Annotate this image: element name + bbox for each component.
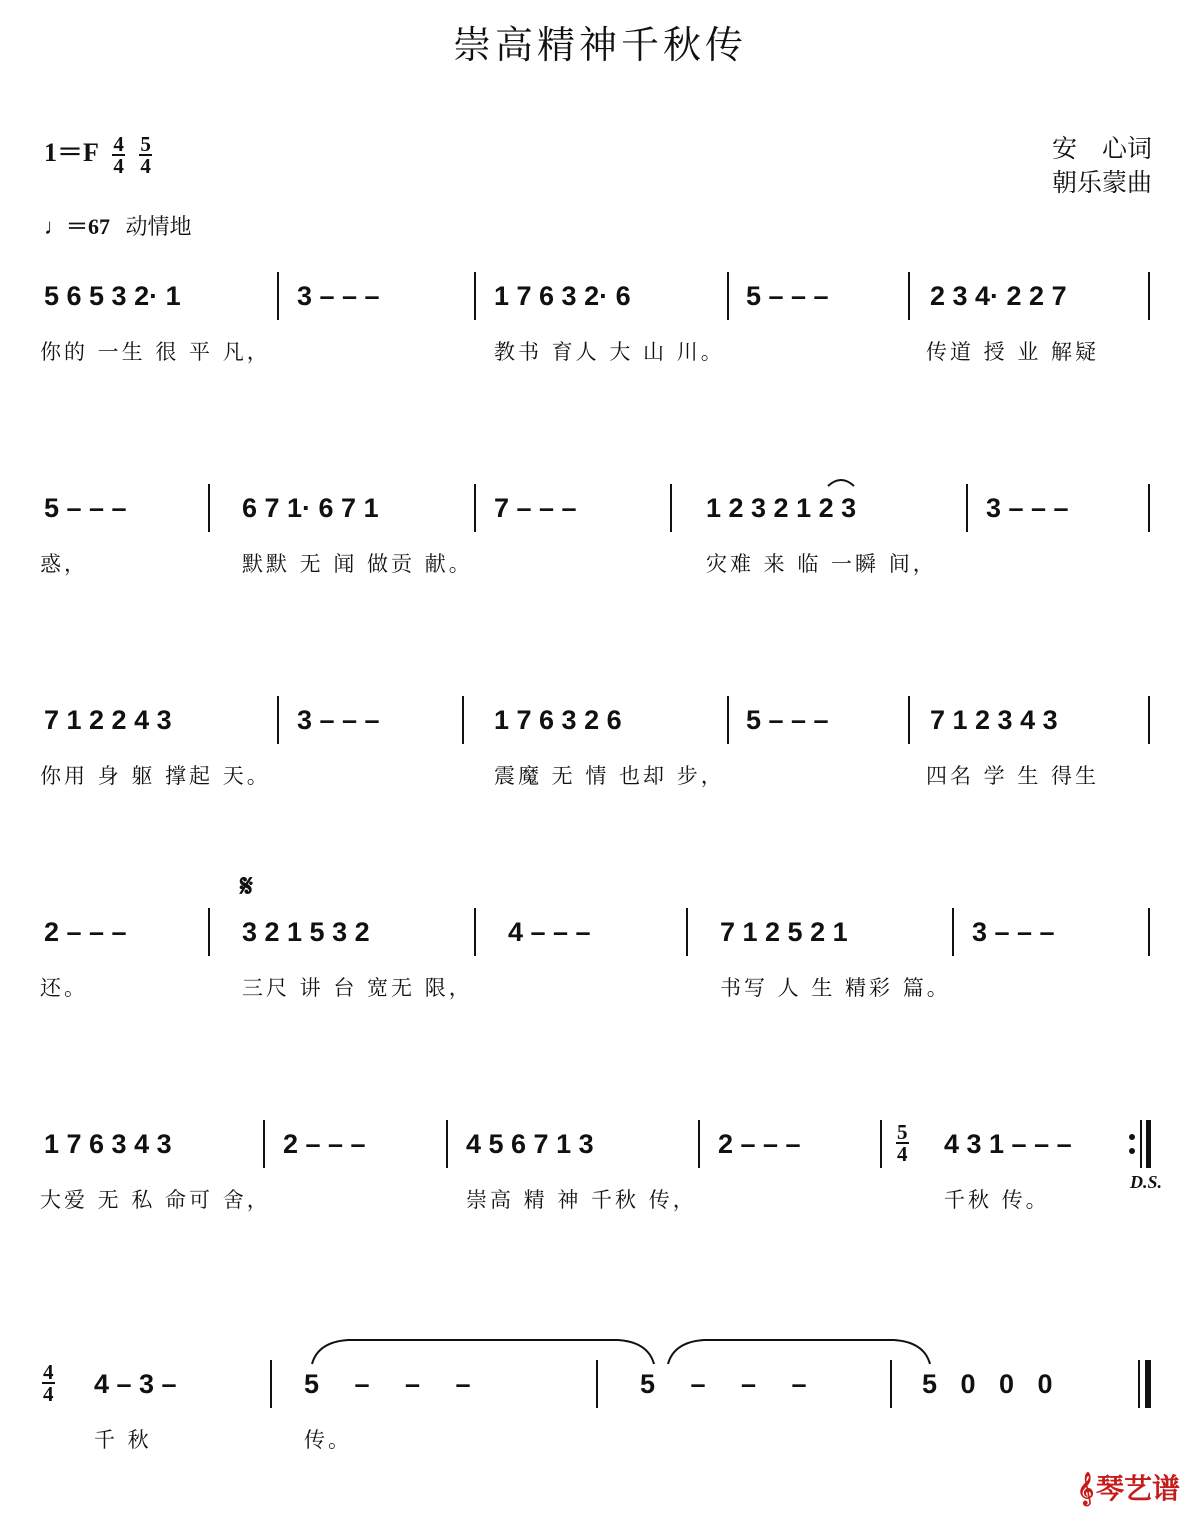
bar-line (698, 1120, 700, 1168)
tie-arc (308, 1338, 658, 1366)
final-barline (1136, 1360, 1158, 1408)
bar-line (952, 908, 954, 956)
bar-line (474, 484, 476, 532)
ds-sign: D.S. (1130, 1172, 1163, 1192)
bar-line (446, 1120, 448, 1168)
time-signature-5-4: $\frac{5}{4}$ (140, 132, 151, 179)
tie-arc (664, 1338, 934, 1366)
bar-line (1148, 696, 1150, 744)
bar-line (908, 696, 910, 744)
bar-line (208, 908, 210, 956)
bar-line (908, 272, 910, 320)
key-signature: 1＝F (44, 138, 98, 167)
bar-line (880, 1120, 882, 1168)
bar-line (686, 908, 688, 956)
bar-line (966, 484, 968, 532)
bar-line (462, 696, 464, 744)
bar-line (890, 1360, 892, 1408)
tempo-marking (44, 210, 192, 241)
logo-icon: 𝄞 (1077, 1474, 1094, 1505)
segno-sign: 𝄋 (240, 870, 253, 903)
watermark-logo: 𝄞琴艺谱 (1077, 1472, 1180, 1505)
page-title: 崇高精神千秋传 (452, 23, 747, 67)
bar-line (270, 1360, 272, 1408)
bar-line (670, 484, 672, 532)
tie-arc (826, 474, 856, 488)
bar-line (277, 696, 279, 744)
repeat-end-barline (1126, 1120, 1160, 1168)
time-signature-4-4: $\frac{4}{4}$ (113, 132, 124, 179)
key-and-meter (44, 132, 152, 179)
bar-line (208, 484, 210, 532)
score-page: 崇高精神千秋传 1＝F $\frac{4}{4}$ $\frac{5}{4}$ 安 心词 朝乐蒙曲 ♩＝67 动情地 5 6 5 3 2· 1 你的 一生 很 平 凡， 3 – – – 1 7 6 3 2· 6 教书 育人 大 山 川。 5 – – – 2 3 4· 2 2 7 传道 授 业 解疑 5 – – – 惑， 6 7 1· 6 7 1 默默 无 闻 做贡 献。 7 – – – 1 2 3 2 1 2 3 灾难 来 临 一瞬 间， 3 – – – 7 1 2 2 4 3 你用 身 躯 撑起 天。 3 – – – 1 7 6 3 2 6 震魔 无 情 也却 步， 5 – – – 7 1 2 3 4 3 四名 学 生 得生 𝄋 2 – – – 还。 3 2 1 5 3 2 三尺 讲 台 宽无 限， 4 – – – 7 1 2 5 2 1 书写 人 生 精彩 篇。 3 – – – 1 7 6 3 4 3 大爱 无 私 命可 舍， 2 – – – 4 5 6 7 1 3 崇高 精 神 千秋 传， 2 – – – $\frac{5}{4}$ 4 3 1 – – – 千秋 传。 D.S. $\frac{4}{4}$ 4 – 3 – 千 秋 5 – – – 传。 5 – – – 5 0 0 0 𝄞琴艺谱 (0, 0, 1200, 1521)
lyricist: 安 心词 (1051, 134, 1152, 163)
time-signature-change: $\frac{5}{4}$ (897, 1120, 908, 1166)
bar-line (474, 272, 476, 320)
bar-line (263, 1120, 265, 1168)
bar-line (277, 272, 279, 320)
tempo-value: ♩＝67 (44, 214, 111, 239)
bar-line (596, 1360, 598, 1408)
composer: 朝乐蒙曲 (1051, 168, 1152, 197)
time-signature-change: $\frac{4}{4}$ (43, 1360, 54, 1406)
expression-mark: 动情地 (125, 215, 192, 240)
bar-line (1148, 908, 1150, 956)
bar-line (474, 908, 476, 956)
bar-line (1148, 484, 1150, 532)
bar-line (727, 696, 729, 744)
bar-line (727, 272, 729, 320)
credits (1052, 132, 1152, 200)
bar-line (1148, 272, 1150, 320)
